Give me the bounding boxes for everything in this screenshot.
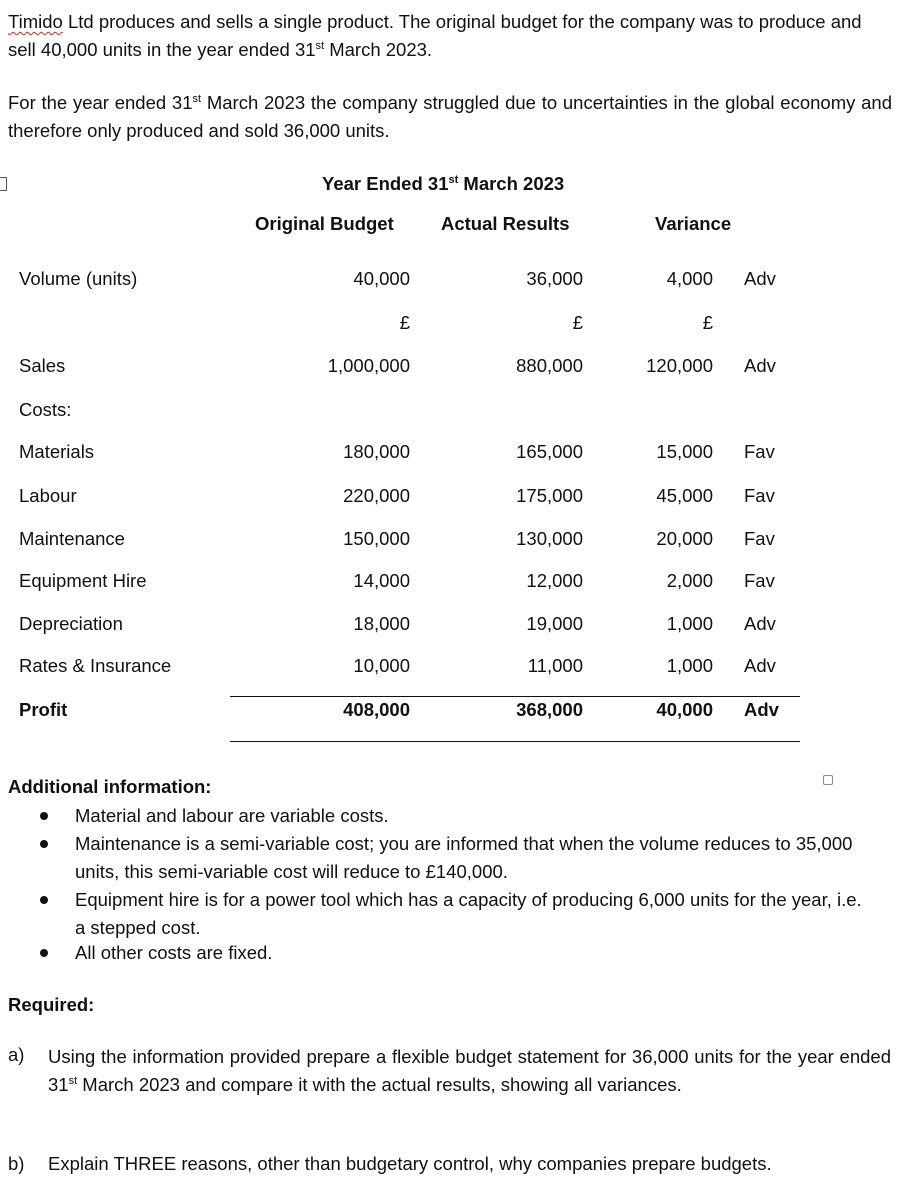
cell-budget: 150,000 bbox=[343, 528, 410, 549]
row-label: Rates & Insurance bbox=[19, 655, 172, 676]
cell-budget: 220,000 bbox=[343, 485, 410, 506]
cell-actual: 368,000 bbox=[516, 699, 583, 720]
bullet-item: Maintenance is a semi-variable cost; you are informed that when the volume reduces to 35,000 units, this semi-variable cost will reduce to £140,000. bbox=[75, 833, 853, 882]
required-heading: Required: bbox=[8, 994, 95, 1015]
intro-paragraph-1: Timido Ltd produces and sells a single product. The original budget for the company was to produce and sell 40,000 units in the year ended 31st March 2023. bbox=[8, 11, 862, 60]
cell-actual: 175,000 bbox=[516, 485, 583, 506]
bullet-icon bbox=[40, 949, 48, 957]
question-b-label: b) bbox=[8, 1153, 25, 1174]
row-label: Sales bbox=[19, 355, 66, 376]
profit-bottom-rule bbox=[230, 741, 800, 742]
row-label: Profit bbox=[19, 699, 68, 720]
cell-actual: 165,000 bbox=[516, 441, 583, 462]
cell-variance: 2,000 bbox=[666, 570, 713, 591]
cell-variance: 4,000 bbox=[666, 268, 713, 289]
profit-top-rule bbox=[230, 696, 800, 697]
cell-variance: 1,000 bbox=[666, 613, 713, 634]
cell-actual: 19,000 bbox=[526, 613, 583, 634]
cell-budget: 10,000 bbox=[353, 655, 410, 676]
cell-flag: Adv bbox=[744, 355, 776, 376]
cell-actual: 130,000 bbox=[516, 528, 583, 549]
cell-budget: £ bbox=[399, 312, 410, 333]
row-label: Depreciation bbox=[19, 613, 123, 634]
cell-actual: 36,000 bbox=[526, 268, 583, 289]
cell-variance: 120,000 bbox=[646, 355, 713, 376]
cell-variance: 15,000 bbox=[656, 441, 713, 462]
cell-flag: Fav bbox=[744, 528, 775, 549]
company-name: Timido bbox=[8, 11, 63, 32]
question-a-label: a) bbox=[8, 1044, 25, 1065]
cell-flag: Adv bbox=[744, 268, 776, 289]
row-label: Volume (units) bbox=[19, 268, 138, 289]
row-label: Costs: bbox=[19, 399, 72, 420]
bullet-icon bbox=[40, 896, 48, 904]
cell-budget: 1,000,000 bbox=[327, 355, 410, 376]
row-label: Maintenance bbox=[19, 528, 125, 549]
cell-budget: 40,000 bbox=[353, 268, 410, 289]
cell-flag: Fav bbox=[744, 441, 775, 462]
cell-budget: 408,000 bbox=[343, 699, 410, 720]
cell-variance: 45,000 bbox=[656, 485, 713, 506]
row-label: Equipment Hire bbox=[19, 570, 147, 591]
intro-paragraph-2: For the year ended 31st March 2023 the company struggled due to uncertainties in the global economy and therefore only produced and sold 36,000 units. bbox=[8, 92, 892, 141]
column-header-original-budget: Original Budget bbox=[255, 213, 394, 234]
additional-info-heading: Additional information: bbox=[8, 776, 212, 797]
bullet-icon bbox=[40, 840, 48, 848]
cell-variance: 40,000 bbox=[656, 699, 713, 720]
bullet-item: All other costs are fixed. bbox=[75, 942, 273, 963]
cell-budget: 14,000 bbox=[353, 570, 410, 591]
cell-variance: 20,000 bbox=[656, 528, 713, 549]
margin-marker-icon bbox=[0, 177, 7, 191]
bullet-icon bbox=[40, 812, 48, 820]
bullet-item: Equipment hire is for a power tool which has a capacity of producing 6,000 units for the year, i.e. a stepped cost. bbox=[75, 889, 862, 938]
cell-flag: Adv bbox=[744, 655, 776, 676]
table-title: Year Ended 31st March 2023 bbox=[322, 173, 565, 194]
checkbox-icon bbox=[823, 775, 833, 785]
question-b-text: Explain THREE reasons, other than budgetary control, why companies prepare budgets. bbox=[48, 1153, 772, 1174]
cell-flag: Adv bbox=[744, 613, 776, 634]
row-label: Materials bbox=[19, 441, 95, 462]
bullet-item: Material and labour are variable costs. bbox=[75, 805, 389, 826]
question-a-text: Using the information provided prepare a flexible budget statement for 36,000 units for the year ended 31st March 2023 and compare it with the actual results, showing all variances. bbox=[48, 1046, 891, 1095]
column-header-actual-results: Actual Results bbox=[441, 213, 570, 234]
cell-flag: Adv bbox=[744, 699, 779, 720]
cell-actual: 12,000 bbox=[526, 570, 583, 591]
cell-actual: £ bbox=[572, 312, 583, 333]
cell-actual: 11,000 bbox=[527, 655, 583, 676]
cell-actual: 880,000 bbox=[516, 355, 583, 376]
cell-variance: 1,000 bbox=[666, 655, 713, 676]
cell-budget: 18,000 bbox=[353, 613, 410, 634]
cell-flag: Fav bbox=[744, 485, 775, 506]
row-label: Labour bbox=[19, 485, 77, 506]
cell-flag: Fav bbox=[744, 570, 775, 591]
cell-budget: 180,000 bbox=[343, 441, 410, 462]
column-header-variance: Variance bbox=[655, 213, 732, 234]
cell-variance: £ bbox=[702, 312, 713, 333]
